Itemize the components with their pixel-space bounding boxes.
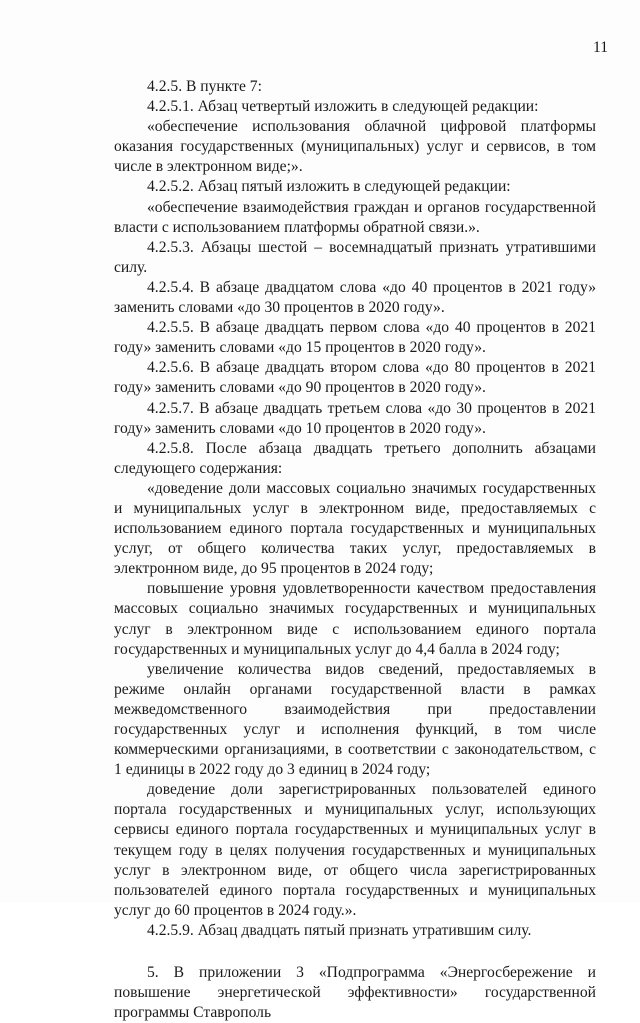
paragraph: 4.2.5.5. В абзаце двадцать первом слова «до 40 процентов в 2021 году» заменить словами «до 15 процентов в 2020 году». bbox=[114, 319, 596, 357]
paragraph: доведение доли зарегистрированных пользователей единого портала государственных и муниципальных услуг, использующих сервисы единого портала государственных и муниципальных услуг в текущем году в целях получения государственных и муниципальных услуг в электронном виде, от общего числа зарегистрированных пользователей единого портала государственных и муниципальных услуг до 60 процентов в 2024 году.». bbox=[114, 781, 596, 919]
page-number: 11 bbox=[593, 39, 609, 56]
document-body bbox=[114, 77, 596, 1023]
paragraph: 4.2.5.6. В абзаце двадцать втором слова «до 80 процентов в 2021 году» заменить словами «до 90 процентов в 2020 году». bbox=[114, 359, 596, 397]
paragraph: 4.2.5.9. Абзац двадцать пятый признать утратившим силу. bbox=[147, 921, 532, 939]
paragraph: 4.2.5.3. Абзацы шестой – восемнадцатый признать утратившими силу. bbox=[114, 238, 596, 276]
paragraph: увеличение количества видов сведений, предоставляемых в режиме онлайн органами государственной власти в рамках межведомственного взаимодействия при предоставлении государственных услуг и исполнения функций, в том числе коммерческими организациями, в соответствии с законодательством, с 1 единицы в 2022 году до 3 единиц в 2024 году; bbox=[114, 660, 596, 779]
paragraph-gap bbox=[114, 941, 596, 963]
paragraph: «обеспечение использования облачной цифровой платформы оказания государственных (муниципальных) услуг и сервисов, в том числе в электронном виде;». bbox=[114, 118, 596, 176]
paragraph: повышение уровня удовлетворенности качеством предоставления массовых социально значимых государственных и муниципальных услуг в электронном виде с использованием единого портала государственных и муниципальных услуг до 4,4 балла в 2024 году; bbox=[114, 580, 596, 658]
paragraph: 4.2.5. В пункте 7: bbox=[147, 78, 262, 95]
paragraph: «обеспечение взаимодействия граждан и органов государственной власти с использованием платформы обратной связи.». bbox=[114, 198, 596, 236]
paragraph: 4.2.5.1. Абзац четвертый изложить в следующей редакции: bbox=[147, 98, 539, 116]
paragraph: 4.2.5.7. В абзаце двадцать третьем слова «до 30 процентов в 2021 году» заменить словами «до 10 процентов в 2020 году». bbox=[114, 399, 596, 437]
paragraph: «доведение доли массовых социально значимых государственных и муниципальных услуг в электронном виде, предоставляемых с использованием единого портала государственных и муниципальных услуг, от общего количества таких услуг, предоставляемых в электронном виде, до 95 процентов в 2024 году; bbox=[114, 479, 596, 578]
paragraph: 4.2.5.4. В абзаце двадцатом слова «до 40 процентов в 2021 году» заменить словами «до 30 процентов в 2020 году». bbox=[114, 278, 596, 317]
paragraph: 4.2.5.8. После абзаца двадцать третьего дополнить абзацами следующего содержания: bbox=[114, 439, 596, 477]
final-paragraph: 5. В приложении 3 «Подпрограмма «Энергосбережение и повышение энергетической эффективности» государственной программы Ставрополь bbox=[114, 964, 596, 1022]
paragraph: 4.2.5.2. Абзац пятый изложить в следующей редакции: bbox=[147, 178, 511, 196]
